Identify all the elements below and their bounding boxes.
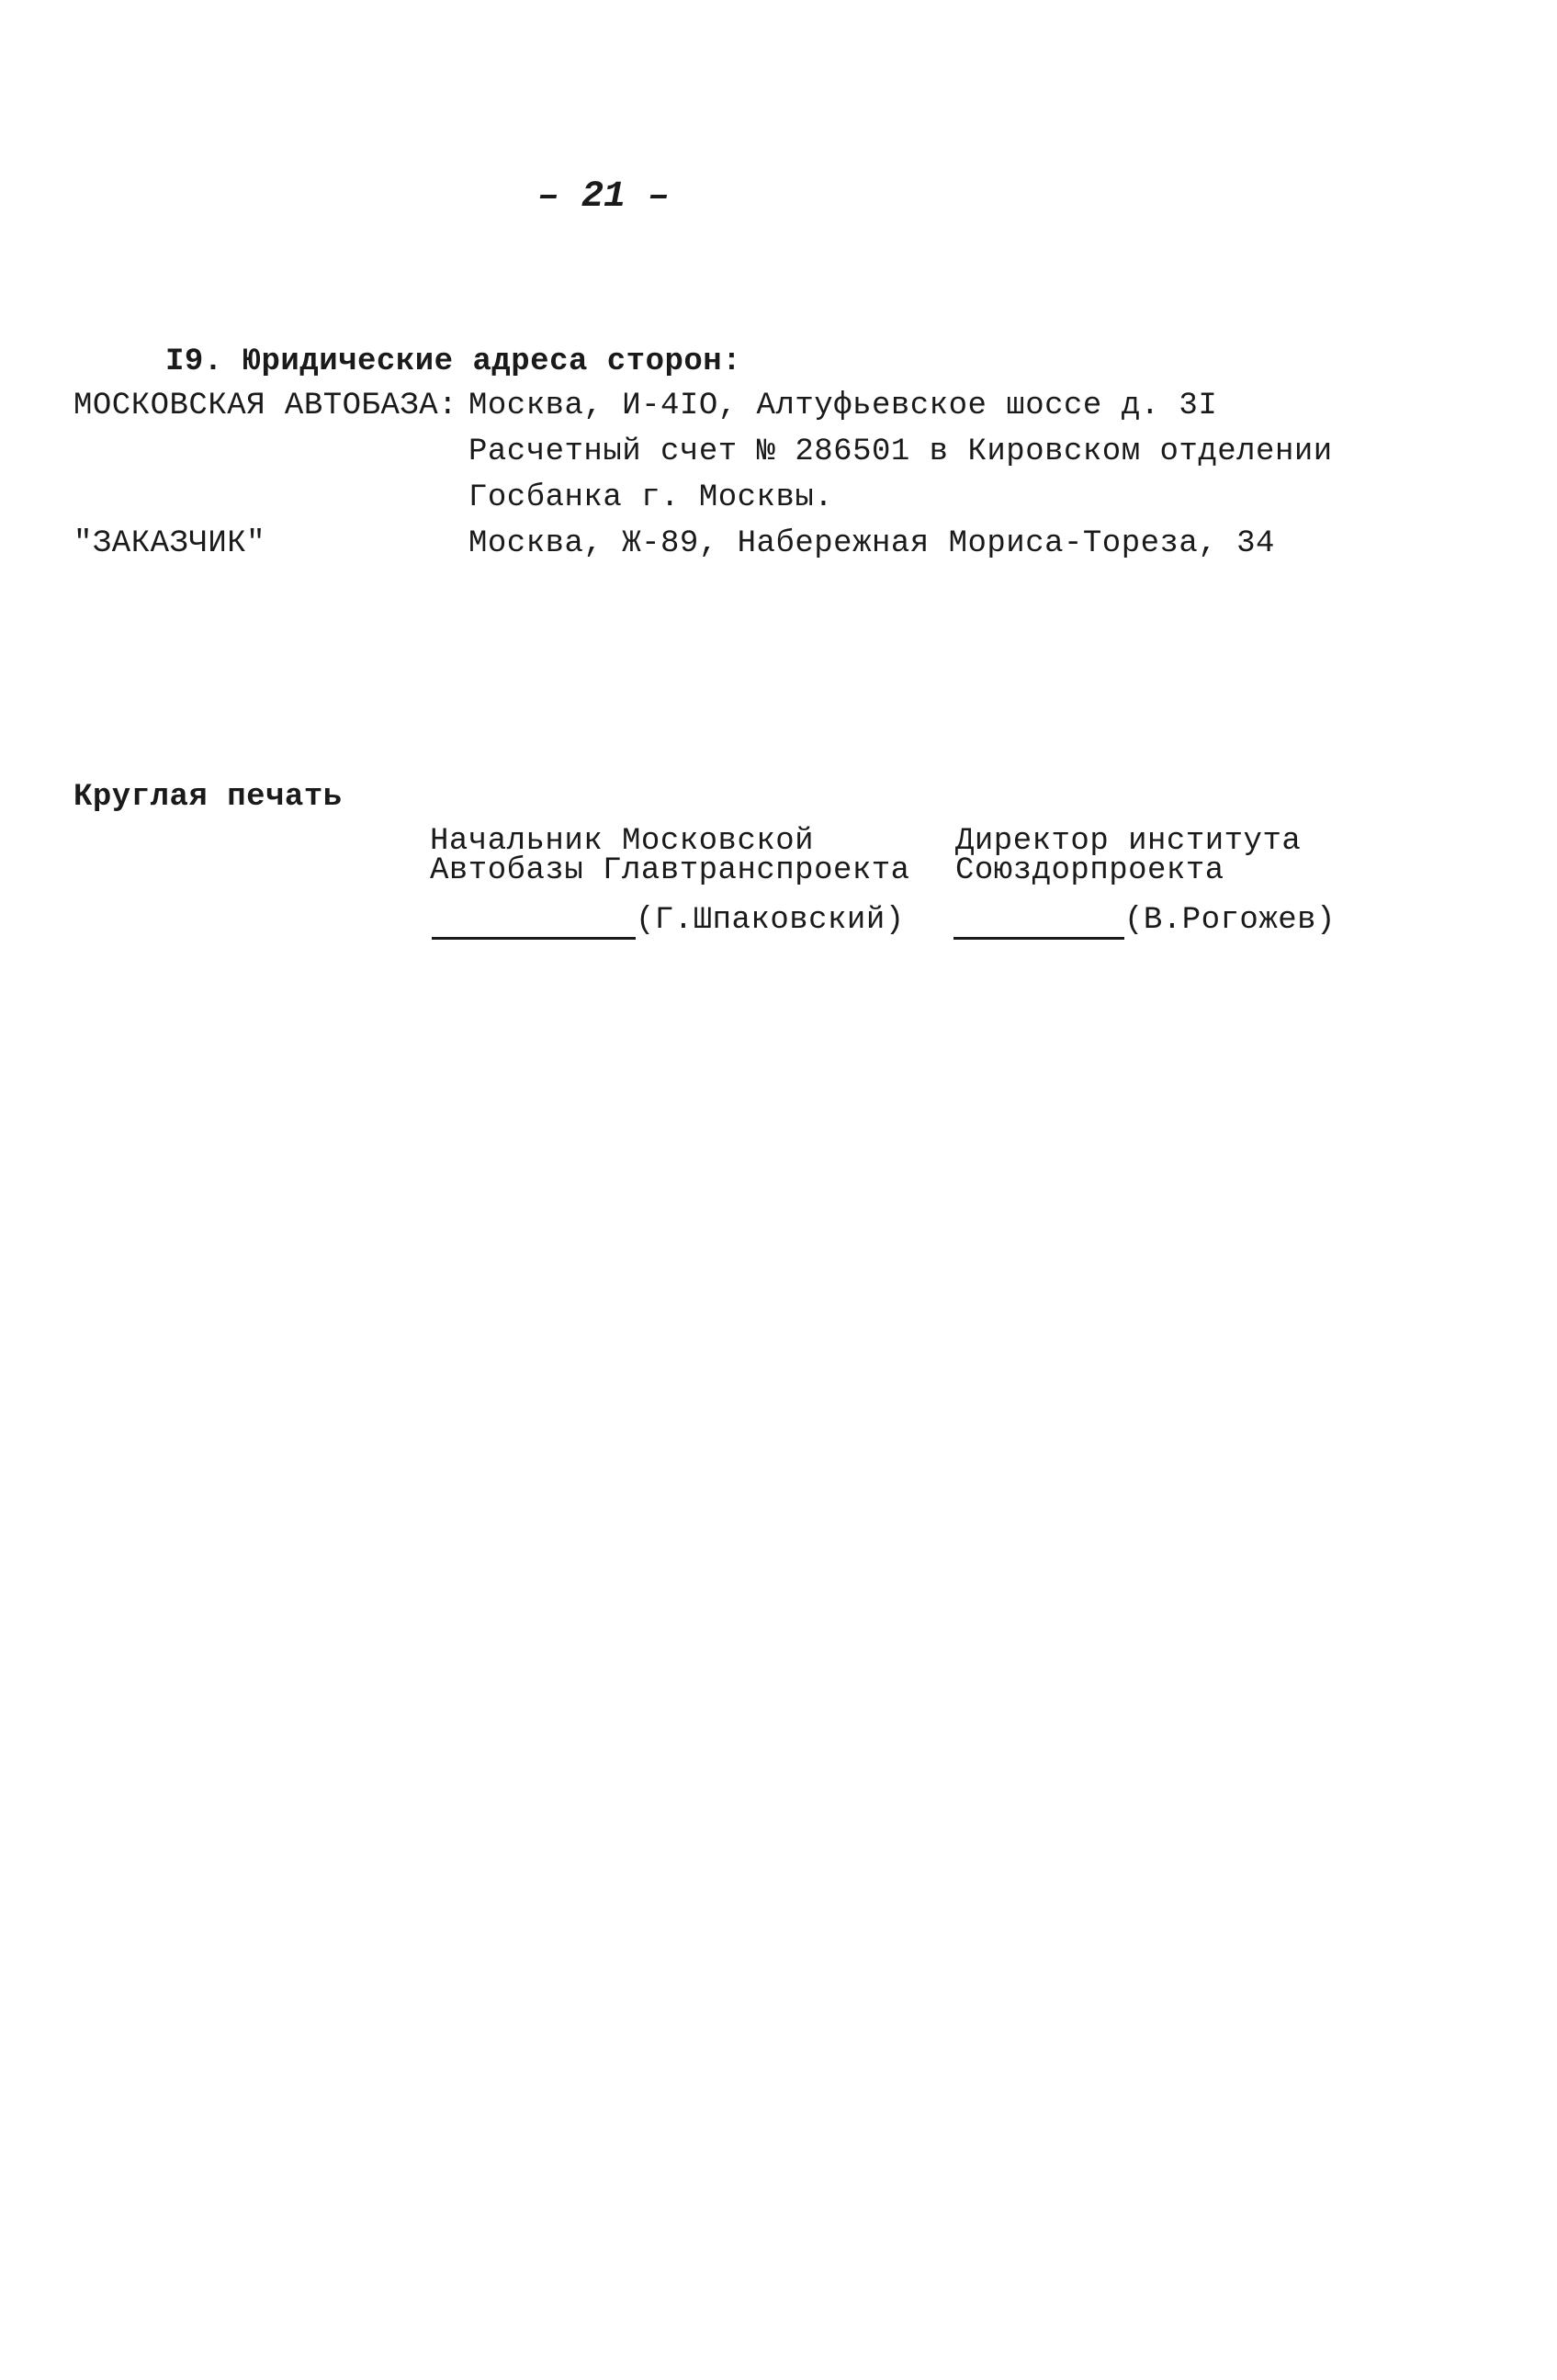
signatory-1-title-line-1: Начальник Московской — [430, 824, 815, 859]
page-number: – 21 – — [537, 176, 671, 218]
party-name-autobase: МОСКОВСКАЯ АВТОБАЗА: — [73, 389, 458, 423]
signatory-2-title-line-1: Директор института — [955, 824, 1302, 859]
autobase-address-line: Москва, И-4IO, Алтуфьевское шоссе д. 3I — [468, 389, 1218, 423]
stamp-label: Круглая печать — [73, 780, 343, 815]
customer-address-line: Москва, Ж-89, Набережная Мориса-Тореза, 34 — [468, 526, 1275, 561]
autobase-bank-account-line: Расчетный счет № 286501 в Кировском отделении — [468, 434, 1333, 469]
signatory-2-title-line-2: Союздорпроекта — [955, 853, 1224, 888]
autobase-bank-line: Госбанка г. Москвы. — [468, 480, 834, 515]
signatory-1-name: (Г.Шпаковский) — [636, 903, 905, 938]
signatory-1-title-line-2: Автобазы Главтранспроекта — [430, 853, 910, 888]
section-heading: I9. Юридические адреса сторон: — [165, 344, 742, 379]
signature-line-1 — [432, 937, 636, 940]
party-name-customer: "ЗАКАЗЧИК" — [73, 526, 266, 561]
signatory-2-name: (В.Рогожев) — [1124, 903, 1336, 938]
signature-line-2 — [953, 937, 1124, 940]
